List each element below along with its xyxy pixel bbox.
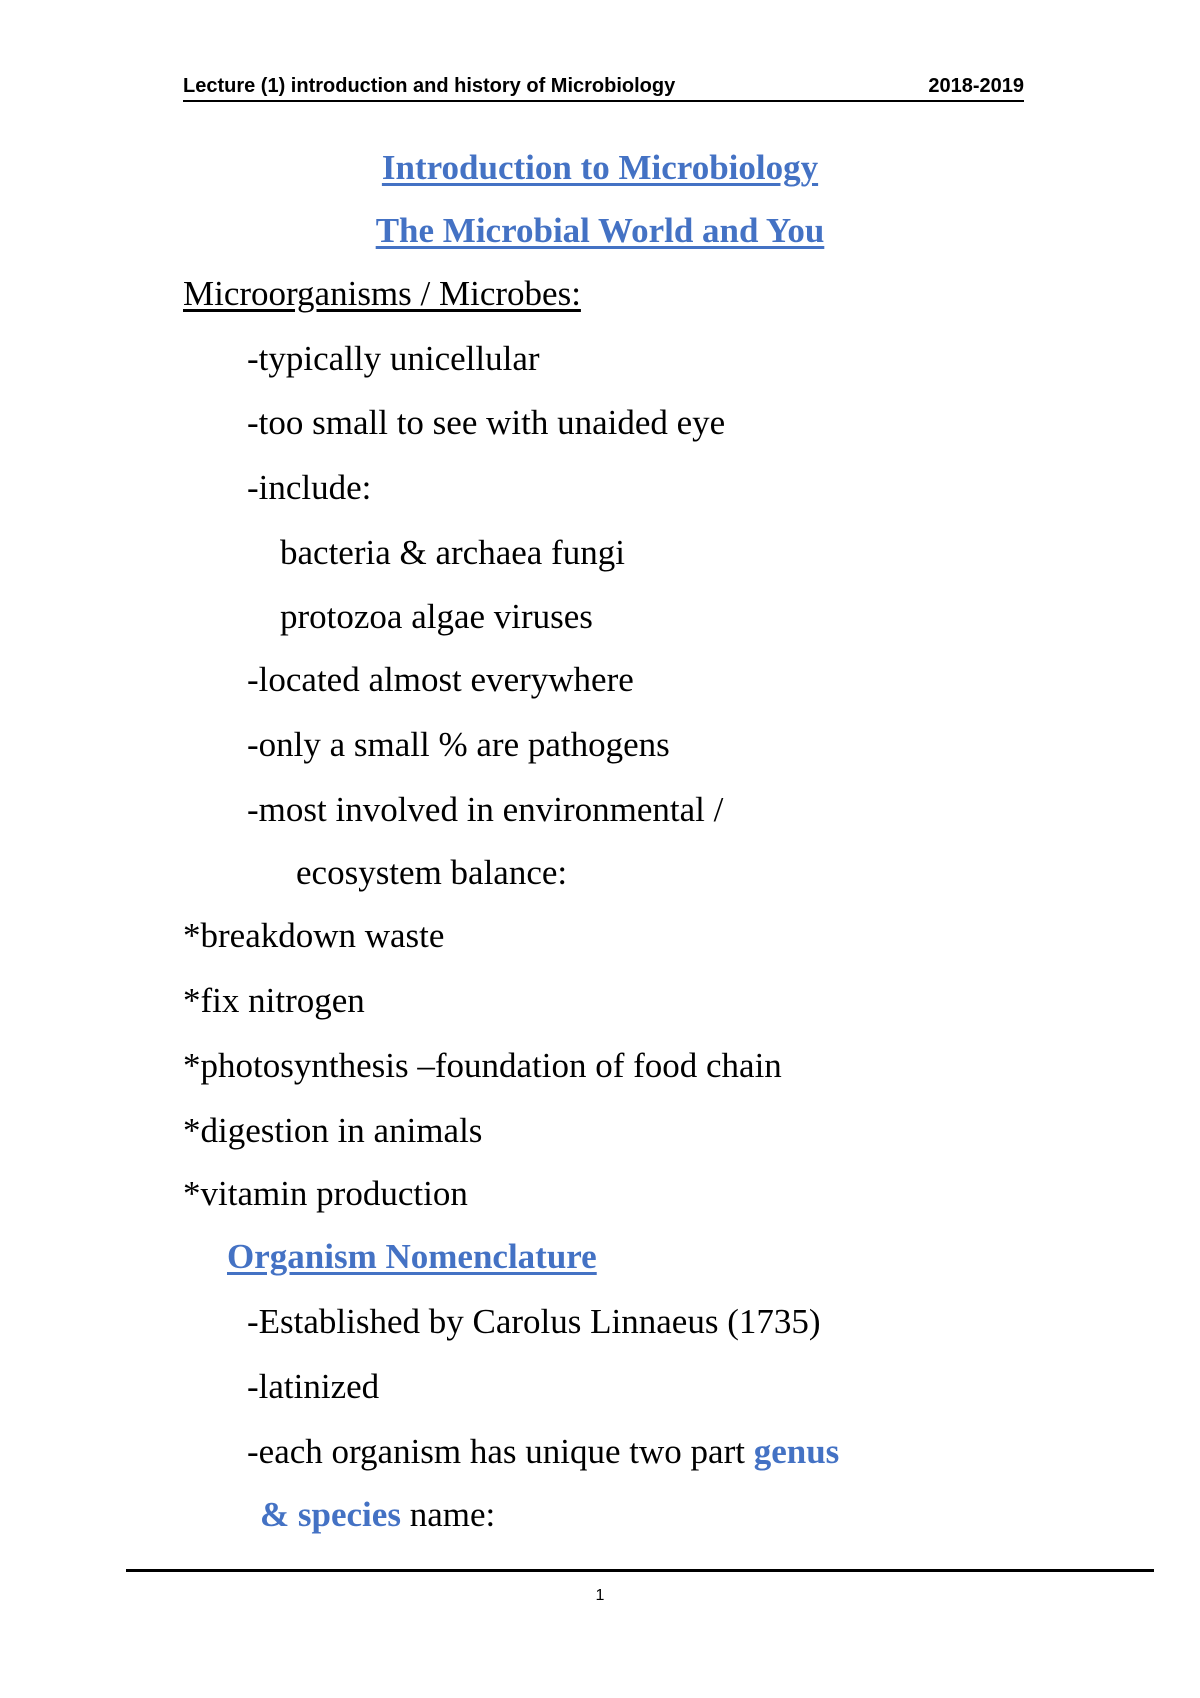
subtitle: The Microbial World and You	[375, 211, 825, 250]
bullet-item: *vitamin production	[183, 1174, 468, 1213]
text-line	[260, 1494, 495, 1536]
main-title: Introduction to Microbiology	[381, 148, 819, 187]
page-header	[183, 72, 1024, 102]
bullet-item: *fix nitrogen	[183, 981, 365, 1020]
text-line: -only a small % are pathogens	[247, 725, 670, 764]
text-line: ecosystem balance:	[296, 853, 568, 892]
section-heading-nomenclature: Organism Nomenclature	[227, 1237, 597, 1276]
bullet-item: *breakdown waste	[183, 916, 445, 955]
footer-rule	[126, 1569, 1154, 1572]
text-line: -too small to see with unaided eye	[247, 403, 726, 442]
text-line: bacteria & archaea fungi	[280, 533, 625, 572]
species-term: & species	[260, 1495, 401, 1534]
page-number: 1	[595, 1587, 605, 1604]
bullet-item: *photosynthesis –foundation of food chain	[183, 1046, 782, 1085]
section-heading-microorganisms: Microorganisms / Microbes:	[183, 274, 581, 313]
header-year: 2018-2019	[928, 75, 1024, 97]
text-line: -most involved in environmental /	[247, 790, 724, 829]
header-lecture-title: Lecture (1) introduction and history of Microbiology	[183, 75, 676, 97]
text-line	[247, 1431, 839, 1473]
text-line: -located almost everywhere	[247, 660, 634, 699]
text-line: -include:	[247, 468, 372, 507]
genus-term: genus	[753, 1432, 840, 1471]
text-line: -Established by Carolus Linnaeus (1735)	[247, 1302, 821, 1341]
text-fragment: -each organism has unique two part	[247, 1432, 754, 1471]
text-fragment: name:	[400, 1495, 496, 1534]
text-line: protozoa algae viruses	[280, 597, 593, 636]
bullet-item: *digestion in animals	[183, 1111, 483, 1150]
text-line: -latinized	[247, 1367, 380, 1406]
text-line: -typically unicellular	[247, 339, 540, 378]
